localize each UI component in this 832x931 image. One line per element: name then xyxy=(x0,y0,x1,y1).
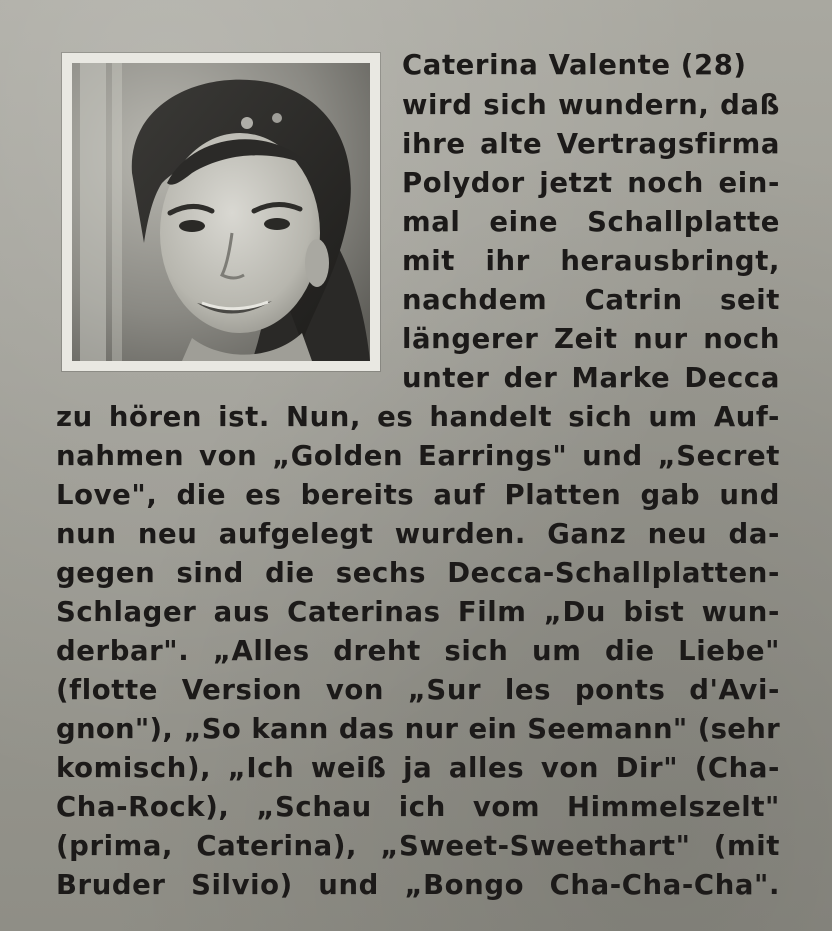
text-line: (prima, Caterina), „Sweet-Sweethart" (mit xyxy=(56,830,780,862)
text-line: gegen sind die sechs Decca-Schallplatten- xyxy=(56,557,780,589)
text-line: längerer Zeit nur noch xyxy=(402,323,780,355)
text-line: nahmen von „Golden Earrings" und „Secret xyxy=(56,440,780,472)
text-line: Bruder Silvio) und „Bongo Cha-Cha-Cha". xyxy=(56,869,780,901)
text-line: Caterina Valente (28) xyxy=(402,49,747,81)
text-line: unter der Marke Decca xyxy=(402,362,780,394)
text-line: (flotte Version von „Sur les ponts d'Avi- xyxy=(56,674,780,706)
text-line: derbar". „Alles dreht sich um die Liebe" xyxy=(56,635,780,667)
text-line: mit ihr herausbringt, xyxy=(402,245,780,277)
text-line: Cha-Rock), „Schau ich vom Himmelszelt" xyxy=(56,791,780,823)
text-line: zu hören ist. Nun, es handelt sich um Auf- xyxy=(56,401,780,433)
text-line: nun neu aufgelegt wurden. Ganz neu da- xyxy=(56,518,780,550)
headline-line xyxy=(402,49,780,81)
text-line: wird sich wundern, daß xyxy=(402,89,780,121)
text-line: ihre alte Vertragsfirma xyxy=(402,128,780,160)
text-line: Schlager aus Caterinas Film „Du bist wun- xyxy=(56,596,780,628)
text-line: komisch), „Ich weiß ja alles von Dir" (Cha- xyxy=(56,752,780,784)
text-line: Love", die es bereits auf Platten gab und xyxy=(56,479,780,511)
text-line: Polydor jetzt noch ein- xyxy=(402,167,780,199)
text-line: mal eine Schallplatte xyxy=(402,206,780,238)
text-line: gnon"), „So kann das nur ein Seemann" (sehr xyxy=(56,713,780,745)
text-line: nachdem Catrin seit xyxy=(402,284,780,316)
